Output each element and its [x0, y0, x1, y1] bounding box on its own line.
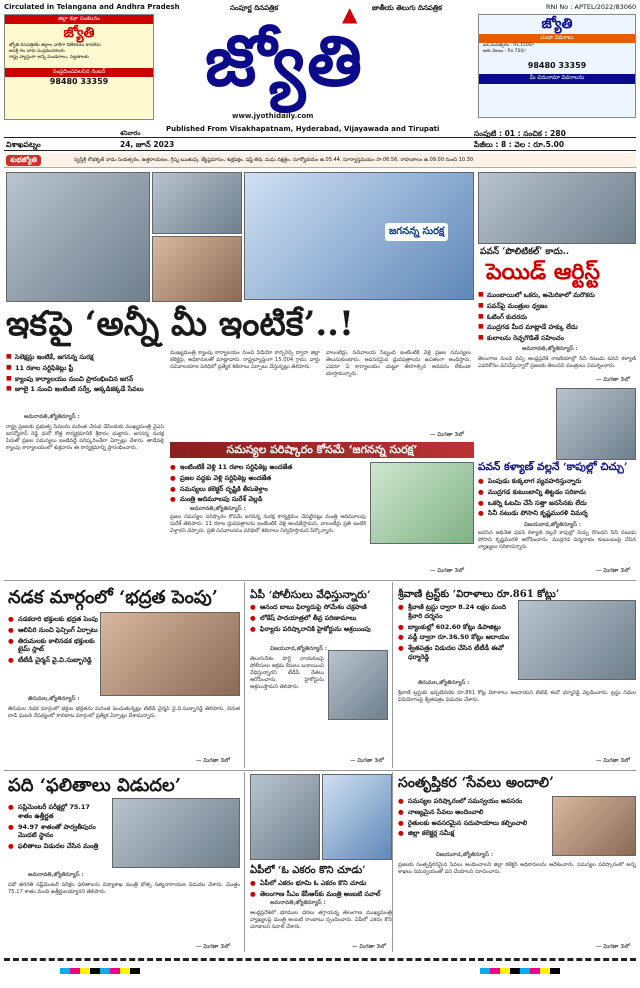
suraksha-minister-photo [370, 462, 474, 544]
left-ad-line: ఆసక్తి గల వారు సంప్రదించగలరు [9, 49, 65, 55]
posani-bullet: ● పెంపుడు కుక్కలాగ వ్యవహరిస్తున్నారు [478, 476, 636, 487]
suraksha-bullet: ● సమస్యలు కలెక్టర్ దృష్టికి తీసుకెళ్తాం [170, 484, 366, 495]
right-ad-note: మీ చిరునామా వివరాలను [479, 74, 635, 83]
posani-body: జనసేన అధినేత పవన్ కళ్యాణ్ వల్లనే కాపుల్లో చిచ్చు రేగిందని సినీ నటుడు పోసాని కృష్ణమురళి ఆరోపించారు. ముద్రగడ పద్మనాభం కుటుంబంపై చేసిన వ్యాఖ్యలు సరికాదన్నారు. [478, 530, 636, 551]
results-bullet: ● ఫలితాలు విడుదల చేసిన మంత్రి [8, 841, 106, 852]
ticker-label: శుభజ్యోతి [6, 155, 41, 166]
srivani-dateline: తిరుమల,జ్యోతిన్యూస్ : [418, 680, 470, 686]
dateline-city: విశాఖపట్నం [6, 140, 41, 149]
santrupti-bullet: ● సమస్యల పరిష్కారంలో సమన్వయం అవసరం [398, 796, 548, 807]
dateline-day: శనివారం [120, 130, 141, 137]
santrupti-signature: — మిగతా 3లో [596, 944, 630, 950]
srivani-body: శ్రీవాణి ట్రస్టుకు ఇప్పటివరకు రూ.861 కోట్ల విరాళాలు అందాయని టీటీడీ ఈవో ధర్మారెడ్డి వెల్లడించారు. ట్రస్టు నిధుల వినియోగంపై శ్వేతపత్రం విడుదల చేశారు. [398, 690, 636, 704]
santrupti-bullet: ● నాణ్యమైన సేవలు అందించాలి [398, 807, 548, 818]
santrupti-dateline: విజయవాడ,జ్యోతిన్యూస్ : [436, 852, 494, 858]
left-ad-line: రాష్ట్ర వ్యాప్తంగా అన్ని మండలాలు, పట్టణాలకు [9, 55, 89, 61]
website-link[interactable]: www.jyothidaily.com [232, 112, 314, 120]
nadaka-dateline: తిరుమల,జ్యోతిన్యూస్ : [28, 696, 80, 702]
results-bullet: ● 94.97 శాతంతో పార్వతీపురం మొదటి స్థానం [8, 822, 106, 842]
police-dateline: విజయవాడ,జ్యోతిన్యూస్ : [270, 646, 328, 652]
srivani-headline: శ్రీవాణి ట్రస్ట్‌కు ‘విరాళాలు రూ.861 కోట్లు’ [398, 589, 560, 600]
circulation-note: Circulated in Telangana and Andhra Pradesh [4, 3, 180, 11]
footer-rule [4, 958, 636, 961]
column-rule [392, 582, 393, 768]
nadaka-bullet: ● టీటీడీ చైర్మన్ వై.వి.సుబ్బారెడ్డి [8, 655, 98, 666]
ticker-text: స్వస్తిశ్రీ శోభకృత్ నామ సంవత్సరం, ఉత్తరాయణం, గ్రీష్మ ఋతువు, జ్యేష్ఠమాసం, శుక్లపక్షం, షష్ఠి తిథి, మఘ నక్షత్రం, సూర్యోదయం ఉ.05.44, సూర్యాస్తమయం సా.06.56, రాహుకాలం ఉ.09.00 నుంచి 10.30 [74, 157, 474, 163]
masthead-logo: జ్యోతి [205, 19, 364, 102]
suraksha-bullets [170, 462, 366, 505]
lead-signature: — మిగతా 3లో [430, 432, 464, 438]
left-ad-top: జిల్లా కథా సంకలనం [5, 15, 153, 24]
lead-photo-officials [152, 172, 242, 234]
pawan-bullet: ■ ఓటింగ్ కుదరదు [478, 312, 636, 323]
lead-bullet: ■ జూలై 1 నుంచి ఇంటింటి సర్వే, అక్కడికక్కడే సేవలు [6, 384, 166, 395]
posani-dateline: విజయవాడ,జ్యోతిన్యూస్ : [524, 522, 582, 528]
suraksha-signature: — మిగతా 3లో [430, 568, 464, 574]
posani-photo [556, 388, 636, 460]
results-photo [112, 798, 240, 868]
police-bullet: ● ఆనంద బాబు ఫిర్యాదుపై సోమేశం చక్రపాణి [250, 602, 390, 613]
pawan-headline: పెయిడ్ ఆర్టిస్ట్ [486, 259, 600, 285]
santrupti-photo [552, 796, 636, 856]
lead-photo-meeting [152, 236, 242, 302]
srivani-bullet: ● వడ్డీ ద్వారా రూ.36.50 కోట్లు ఆదాయం [398, 632, 514, 643]
nadaka-bullet: ● నడకదారి భక్తులకు భద్రత పెంపు [8, 614, 98, 625]
posani-signature: — మిగతా 3లో [596, 568, 630, 574]
lead-bullets [6, 352, 166, 395]
police-headline: ఏపీ ‘పోలీసులు వేధిస్తున్నారు’ [250, 589, 371, 601]
column-rule [244, 772, 245, 952]
lead-bullet: ■ 11 రకాల సర్టిఫికెట్లు ఫ్రీ [6, 363, 166, 374]
pawan-bullet: ■ కులాలను రెచ్చగొడితే సహించం [478, 333, 636, 344]
right-ad-phone: 98480 33359 [527, 61, 587, 71]
masthead-subtitle: జాతీయ తెలుగు దినపత్రిక [372, 4, 442, 12]
pawan-kicker: పవన్ ‘పొలిటికల్’ కాదు.. [480, 247, 569, 257]
posani-bullet: ● ఒకర్ని ఓటమి చేసే సత్తా జనసేనకు లేదు [478, 498, 636, 509]
pawan-signature: — మిగతా 3లో [596, 377, 630, 383]
suraksha-bullet: ● మంత్రి ఆదిమూలపు సురేశ్ వెల్లడి [170, 494, 366, 505]
right-ad-row: ఒక సంవత్సరం : Rs.1500/- [483, 43, 535, 49]
results-headline: పది ‘ఫలితాలు విడుదల’ [8, 775, 182, 796]
posani-bullet: ● ముద్రగడ కుటుంబాన్ని తిట్టడం సరికాదు [478, 487, 636, 498]
section-divider [4, 770, 636, 771]
nadaka-photo [100, 612, 240, 696]
pawan-bullets [478, 290, 636, 344]
lamp-icon: ▲ [342, 2, 358, 26]
pawan-photo [478, 172, 636, 244]
suraksha-strip: సమస్యల పరిష్కారం కోసమే ‘జగనన్న సురక్ష’ [170, 442, 474, 458]
santrupti-bullet: ● రైతులకు అవసరమైన సదుపాయాలు కల్పించాలి [398, 818, 548, 829]
ekaram-photo-kcr [322, 774, 392, 860]
results-bullet: ● సప్లిమెంటరీ పరీక్షల్లో 75.17 శాతం ఉత్తీర్ణత [8, 802, 106, 822]
nadaka-bullets [8, 614, 98, 666]
ekaram-bullet: ● తెలంగాణ సీఎం కేసీఆర్‌కు మంత్రి అంబటి సవాల్ [250, 889, 392, 900]
left-ad-phone: 98480 33359 [49, 76, 109, 86]
suraksha-bullet: ● ప్రజల వద్దకు వెళ్లి సర్టిఫికెట్ల అందజేత [170, 473, 366, 484]
results-body: పదో తరగతి సప్లిమెంటరీ పరీక్షల ఫలితాలను విద్యాశాఖ మంత్రి బొత్స సత్యనారాయణ విడుదల చేశారు. మొత్తం 75.17 శాతం మంది ఉత్తీర్ణులయ్యారని తెలిపారు. [8, 882, 240, 896]
srivani-bullet: ● బ్యాంకుల్లో 602.60 కోట్లు డిపాజిట్లు [398, 622, 514, 633]
ekaram-bullet: ● ఏపీలో ఎకరం భూమి ఓ ఎకరం కొని చూడు [250, 878, 392, 889]
ekaram-headline: ఏపీలో ‘ఓ ఎకరం కొని చూడు’ [250, 865, 366, 876]
results-bullets [8, 802, 106, 852]
right-ad-row: ఆరు నెలలు : Rs.750/- [483, 49, 527, 55]
posani-bullet: ● సినీ నటుడు పోసాని కృష్ణమురళి విమర్శ [478, 508, 636, 519]
dateline-pages: పేజీలు : 8 : వెల : రూ.5.00 [474, 140, 565, 149]
pawan-bullet: ■ ముద్రగడ మీద మాట్లాడే హక్కు లేదు [478, 322, 636, 333]
lead-headline: ఇకపై ‘అన్నీ మీ ఇంటికే’..! [6, 304, 354, 344]
nadaka-body: తిరుమల నడక మార్గంలో భక్తుల భద్రతను మరింత పెంచుతున్నట్లు టీటీడీ చైర్మన్ వై.వి.సుబ్బారెడ్డి తెలిపారు. చిరుత దాడి ఘటన నేపథ్యంలో కాలిబాట మార్గంలో ప్రత్యేక ఏర్పాట్లు చేశామన్నారు. [8, 706, 240, 720]
column-rule [392, 772, 393, 952]
ekaram-signature: — మిగతా 3లో [352, 944, 386, 950]
lead-body-col3: వాలంటీర్లు, సచివాలయ సిబ్బంది ఇంటింటికీ వెళ్లి ప్రజల సమస్యలు తెలుసుకుంటారు. అవసరమైన ధ్రువపత్రాలను ఉచితంగా అందిస్తారు. ఎవరూ ఏ కార్యాలయం చుట్టూ తిరగాల్సిన అవసరం లేకుండా చూస్తామన్నారు. [326, 350, 471, 378]
pawan-bullet: ■ పవన్‌పై మంత్రుల ధ్వజం [478, 301, 636, 312]
pawan-dateline: అమరావతి,జ్యోతిన్యూస్ : [522, 346, 578, 352]
rni-number: RNI No : APTEL/2022/83060 [546, 3, 637, 11]
lead-bullet: ■ సెలెక్షన్లు ఇంటికే, జగనన్న సురక్ష [6, 352, 166, 363]
police-bullets [250, 602, 390, 634]
police-bullet: ● ఫిర్యాదు పరిష్కారానికి హైకోర్టును ఆశ్రయింపు [250, 624, 390, 635]
lead-dateline: అమరావతి,జ్యోతిన్యూస్ : [24, 414, 80, 420]
santrupti-headline: సంతృప్తికర ‘సేవలు అందాలి’ [398, 775, 554, 791]
suraksha-bullet: ● ఇంటింటికీ వెళ్లి 11 రకాల సర్టిఫికెట్ల అందజేత [170, 462, 366, 473]
left-ad [4, 14, 154, 120]
srivani-bullet: ● శ్రీవాణి ట్రస్టు ద్వారా 8.24 లక్షల మంది శ్రీవారి దర్శనం [398, 602, 514, 622]
right-ad [478, 14, 636, 118]
column-rule [244, 582, 245, 768]
police-body: తెలుగుదేశం పార్టీ నాయకులపై పోలీసులు అక్రమ కేసులు బనాయించి వేధిస్తున్నారని టీడీపీ నేతలు ఆరోపించారు. హైకోర్టును ఆశ్రయిస్తామని తెలిపారు. [250, 656, 324, 691]
color-register-marks [480, 968, 560, 974]
lead-body-col2: ముఖ్యమంత్రి క్యాంపు కార్యాలయం నుంచి వీడియో కాన్ఫరెన్స్ ద్వారా జిల్లా కలెక్టర్లు, అధికారులతో మాట్లాడారు. రాష్ట్రవ్యాప్తంగా 15,004 గ్రామ, వార్డు సచివాలయాల పరిధిలో ప్రత్యేక శిబిరాలు ఏర్పాటు చేస్తున్నట్లు తెలిపారు. [170, 350, 320, 371]
lead-banner-caption: జగనన్న సురక్ష [385, 223, 448, 241]
posani-headline: పవన్ కళ్యాణ్ వల్లనే ‘కాపుల్లో చిచ్చు’ [478, 461, 628, 473]
ekaram-body: ఆంధ్రప్రదేశ్‌లో భూముల ధరలు తగ్గాయన్న తెలంగాణ ముఖ్యమంత్రి వ్యాఖ్యలపై మంత్రి అంబటి రాంబాబు స్పందించారు. ఏపీలో ఎకరం కొని చూడాలని సవాల్ చేశారు. [250, 910, 392, 931]
right-ad-title: చందా వివరాలు [479, 34, 635, 43]
pawan-body: తెలంగాణ నుంచి వచ్చి ఆంధ్రప్రదేశ్ రాజకీయాల్లో సినీ నటుడు పవన్ కళ్యాణ్ ఎవరికోసం పనిచేస్తున్నారో ప్రజలకు తెలుసని మంత్రులు విమర్శించారు. [478, 356, 636, 370]
dateline-volume: సంపుటి : 01 : సంచిక : 280 [474, 129, 566, 138]
lead-photo-cm-office [6, 172, 150, 302]
left-ad-bottom: సంప్రదించవలసిన నంబర్ [5, 68, 153, 77]
police-bullet: ● లోకేష్‌ పాదయాత్రలో తీవ్ర పరిణామాలు [250, 613, 390, 624]
section-divider [4, 580, 636, 581]
ekaram-dateline: అమరావతి,జ్యోతిన్యూస్ : [270, 900, 326, 906]
pawan-bullet: ■ ముంబాయిలో ఒకరు, అమెరికాలో మరొకరు [478, 290, 636, 301]
dateline-date: 24, జూన్ 2023 [120, 140, 175, 149]
ekaram-bullets [250, 878, 392, 900]
suraksha-body: ప్రజల సమస్యల పరిష్కారం కోసమే జగనన్న సురక్ష కార్యక్రమం చేపట్టినట్లు మంత్రి ఆదిమూలపు సురేశ్ తెలిపారు. 11 రకాల ధ్రువపత్రాలను ఇంటింటికి వెళ్లి అందజేస్తామని, వాలంటీర్లు ప్రతి ఇంటికి వెళ్తారని చెప్పారు. ప్రతి సచివాలయం పరిధిలో శిబిరాలు నిర్వహిస్తామని పేర్కొన్నారు. [170, 514, 366, 535]
santrupti-bullets [398, 796, 548, 839]
suraksha-dateline: అమరావతి,జ్యోతిన్యూస్ : [190, 506, 246, 512]
lead-banner-jagananna [244, 172, 474, 300]
nadaka-bullet: ● తిరుమలకు కాలినడక భక్తులకు టైమ్ స్లాట్ [8, 636, 98, 656]
srivani-signature: — మిగతా 3లో [596, 758, 630, 764]
nadaka-bullet: ● ఆలిపిరి నుంచి ఫెన్సింగ్ ఏర్పాటు [8, 625, 98, 636]
nadaka-headline: నడక మార్గంలో ‘భద్రత పెంపు’ [8, 587, 218, 608]
posani-bullets [478, 476, 636, 519]
lead-body-col1: రాష్ట్ర ప్రజలకు ప్రభుత్వ సేవలను మరింత చేరువ చేసేందుకు ముఖ్యమంత్రి వైఎస్ జగన్మోహన్ రెడ్డి మరో కొత్త కార్యక్రమానికి శ్రీకారం చుట్టారు. జగనన్న సురక్ష పేరుతో ప్రజల సమస్యలు ఇంటివద్దే పరిష్కరించేలా ఏర్పాట్లు చేశారు. తాడేపల్లి క్యాంపు కార్యాలయంలో శుక్రవారం ఈ కార్యక్రమాన్ని ప్రారంభించారు. [6, 424, 164, 452]
srivani-bullets [398, 602, 514, 663]
santrupti-bullet: ● జిల్లా కలెక్టర్ల సమీక్ష [398, 828, 548, 839]
left-ad-logo: జ్యోతి [63, 25, 95, 42]
left-ad-line: జ్యోతి దినపత్రికకు జిల్లాల వారీగా విలేకరులు కావలెను [9, 43, 101, 49]
nadaka-signature: — మిగతా 3లో [196, 758, 230, 764]
published-from: Published From Visakhapatnam, Hyderabad, Vijayawada and Tirupati [166, 125, 440, 133]
results-signature: — మిగతా 3లో [196, 944, 230, 950]
lead-bullet: ■ క్యాంపు కార్యాలయం నుంచి ప్రారంభించిన జగన్ [6, 374, 166, 385]
police-signature: — మిగతా 3లో [350, 758, 384, 764]
police-photo [328, 650, 388, 720]
results-dateline: అమరావతి,జ్యోతిన్యూస్ : [28, 872, 84, 878]
color-register-marks [60, 968, 140, 974]
srivani-bullet: ● శ్వేతపత్రం విడుదల చేసిన టీటీడీ ఈవో ధర్మారెడ్డి [398, 643, 514, 663]
srivani-photo [518, 600, 636, 680]
santrupti-body: ప్రజలకు సంతృప్తికరమైన సేవలు అందించాలని జిల్లా కలెక్టర్ అధికారులను ఆదేశించారు. సమస్యల పరిష్కారంలో అన్ని శాఖలు సమన్వయంతో పని చేయాలని సూచించారు. [398, 862, 636, 876]
ticker-bar [4, 153, 636, 168]
masthead-tagline: సంపూర్ణ దినపత్రిక [230, 4, 279, 12]
right-ad-logo: జ్యోతి [541, 16, 573, 32]
ekaram-photo-minister [250, 774, 320, 860]
